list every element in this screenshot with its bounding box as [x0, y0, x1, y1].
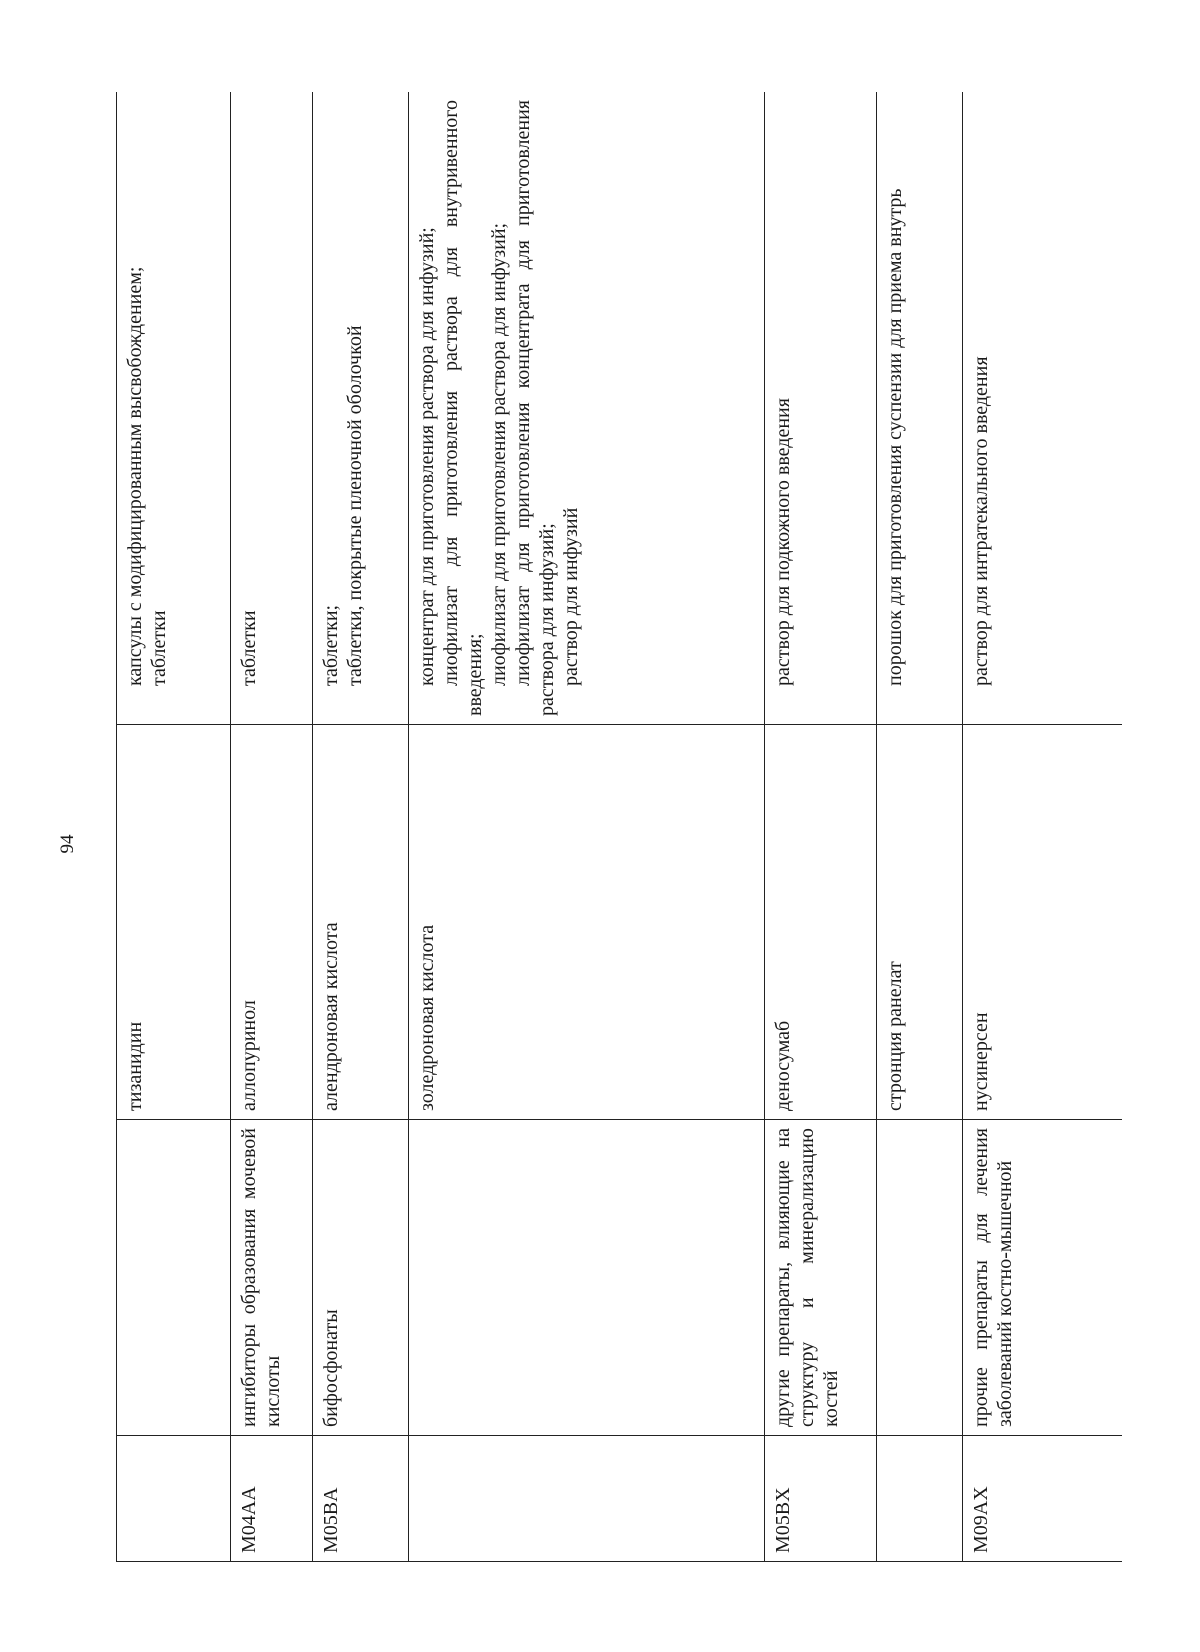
atc-code-cell	[877, 1436, 963, 1562]
drug-name-cell: аллопуринол	[231, 725, 313, 1120]
drug-group-cell	[409, 1120, 765, 1436]
drug-group-cell: прочие препараты для лечения заболеваний костно-мышечной	[963, 1120, 1123, 1436]
dosage-form-cell	[231, 92, 313, 725]
dosage-form-line: таблетки, покрытые пленочной оболочкой	[344, 325, 366, 686]
drug-group-cell	[877, 1120, 963, 1436]
drug-table-container	[116, 92, 1122, 1562]
dosage-form-line: таблетки;	[320, 604, 342, 686]
atc-code-cell: M09AX	[963, 1436, 1123, 1562]
atc-code-cell	[117, 1436, 231, 1562]
drug-name-cell: тизанидин	[117, 725, 231, 1120]
table-row	[877, 92, 963, 1562]
drug-table	[116, 92, 1122, 1562]
dosage-form-line: лиофилизат для приготовления концентрата для приготовления раствора для инфузий;	[512, 100, 558, 716]
dosage-form-line: капсулы с модифицированным высвобождением;	[124, 266, 146, 686]
dosage-form-line: таблетки	[148, 610, 170, 686]
drug-name-cell: нусинерсен	[963, 725, 1123, 1120]
atc-code-cell	[409, 1436, 765, 1562]
drug-group-cell: ингибиторы образования мочевой кислоты	[231, 1120, 313, 1436]
dosage-form-cell	[409, 92, 765, 725]
table-row	[765, 92, 877, 1562]
table-row	[117, 92, 231, 1562]
dosage-form-line: раствор для подкожного введения	[772, 398, 794, 686]
table-row	[963, 92, 1123, 1562]
drug-group-cell: бифосфонаты	[313, 1120, 409, 1436]
dosage-form-cell	[765, 92, 877, 725]
drug-name-cell: деносумаб	[765, 725, 877, 1120]
drug-table-rotator	[116, 92, 1122, 1562]
dosage-form-line: лиофилизат для приготовления раствора для внутривенного введения;	[440, 100, 486, 716]
page-number: 94	[57, 834, 78, 854]
dosage-form-cell	[963, 92, 1123, 725]
drug-group-cell	[117, 1120, 231, 1436]
dosage-form-line: порошок для приготовления суспензии для приема внутрь	[884, 188, 906, 686]
drug-name-cell: алендроновая кислота	[313, 725, 409, 1120]
drug-group-cell: другие препараты, влияющие на структуру и минерализацию костей	[765, 1120, 877, 1436]
drug-name-cell: золедроновая кислота	[409, 725, 765, 1120]
dosage-form-line: лиофилизат для приготовления раствора для инфузий;	[488, 222, 510, 686]
atc-code-cell: M04AA	[231, 1436, 313, 1562]
atc-code-cell: M05BA	[313, 1436, 409, 1562]
table-row	[313, 92, 409, 1562]
dosage-form-cell	[117, 92, 231, 725]
atc-code-cell: M05BX	[765, 1436, 877, 1562]
drug-name-cell: стронция ранелат	[877, 725, 963, 1120]
dosage-form-line: раствор для инфузий	[560, 507, 582, 686]
dosage-form-line: концентрат для приготовления раствора для инфузий;	[416, 227, 438, 686]
table-row	[409, 92, 765, 1562]
dosage-form-line: раствор для интратекального введения	[970, 356, 992, 686]
dosage-form-cell	[313, 92, 409, 725]
table-row	[231, 92, 313, 1562]
dosage-form-line: таблетки	[238, 610, 260, 686]
dosage-form-cell	[877, 92, 963, 725]
